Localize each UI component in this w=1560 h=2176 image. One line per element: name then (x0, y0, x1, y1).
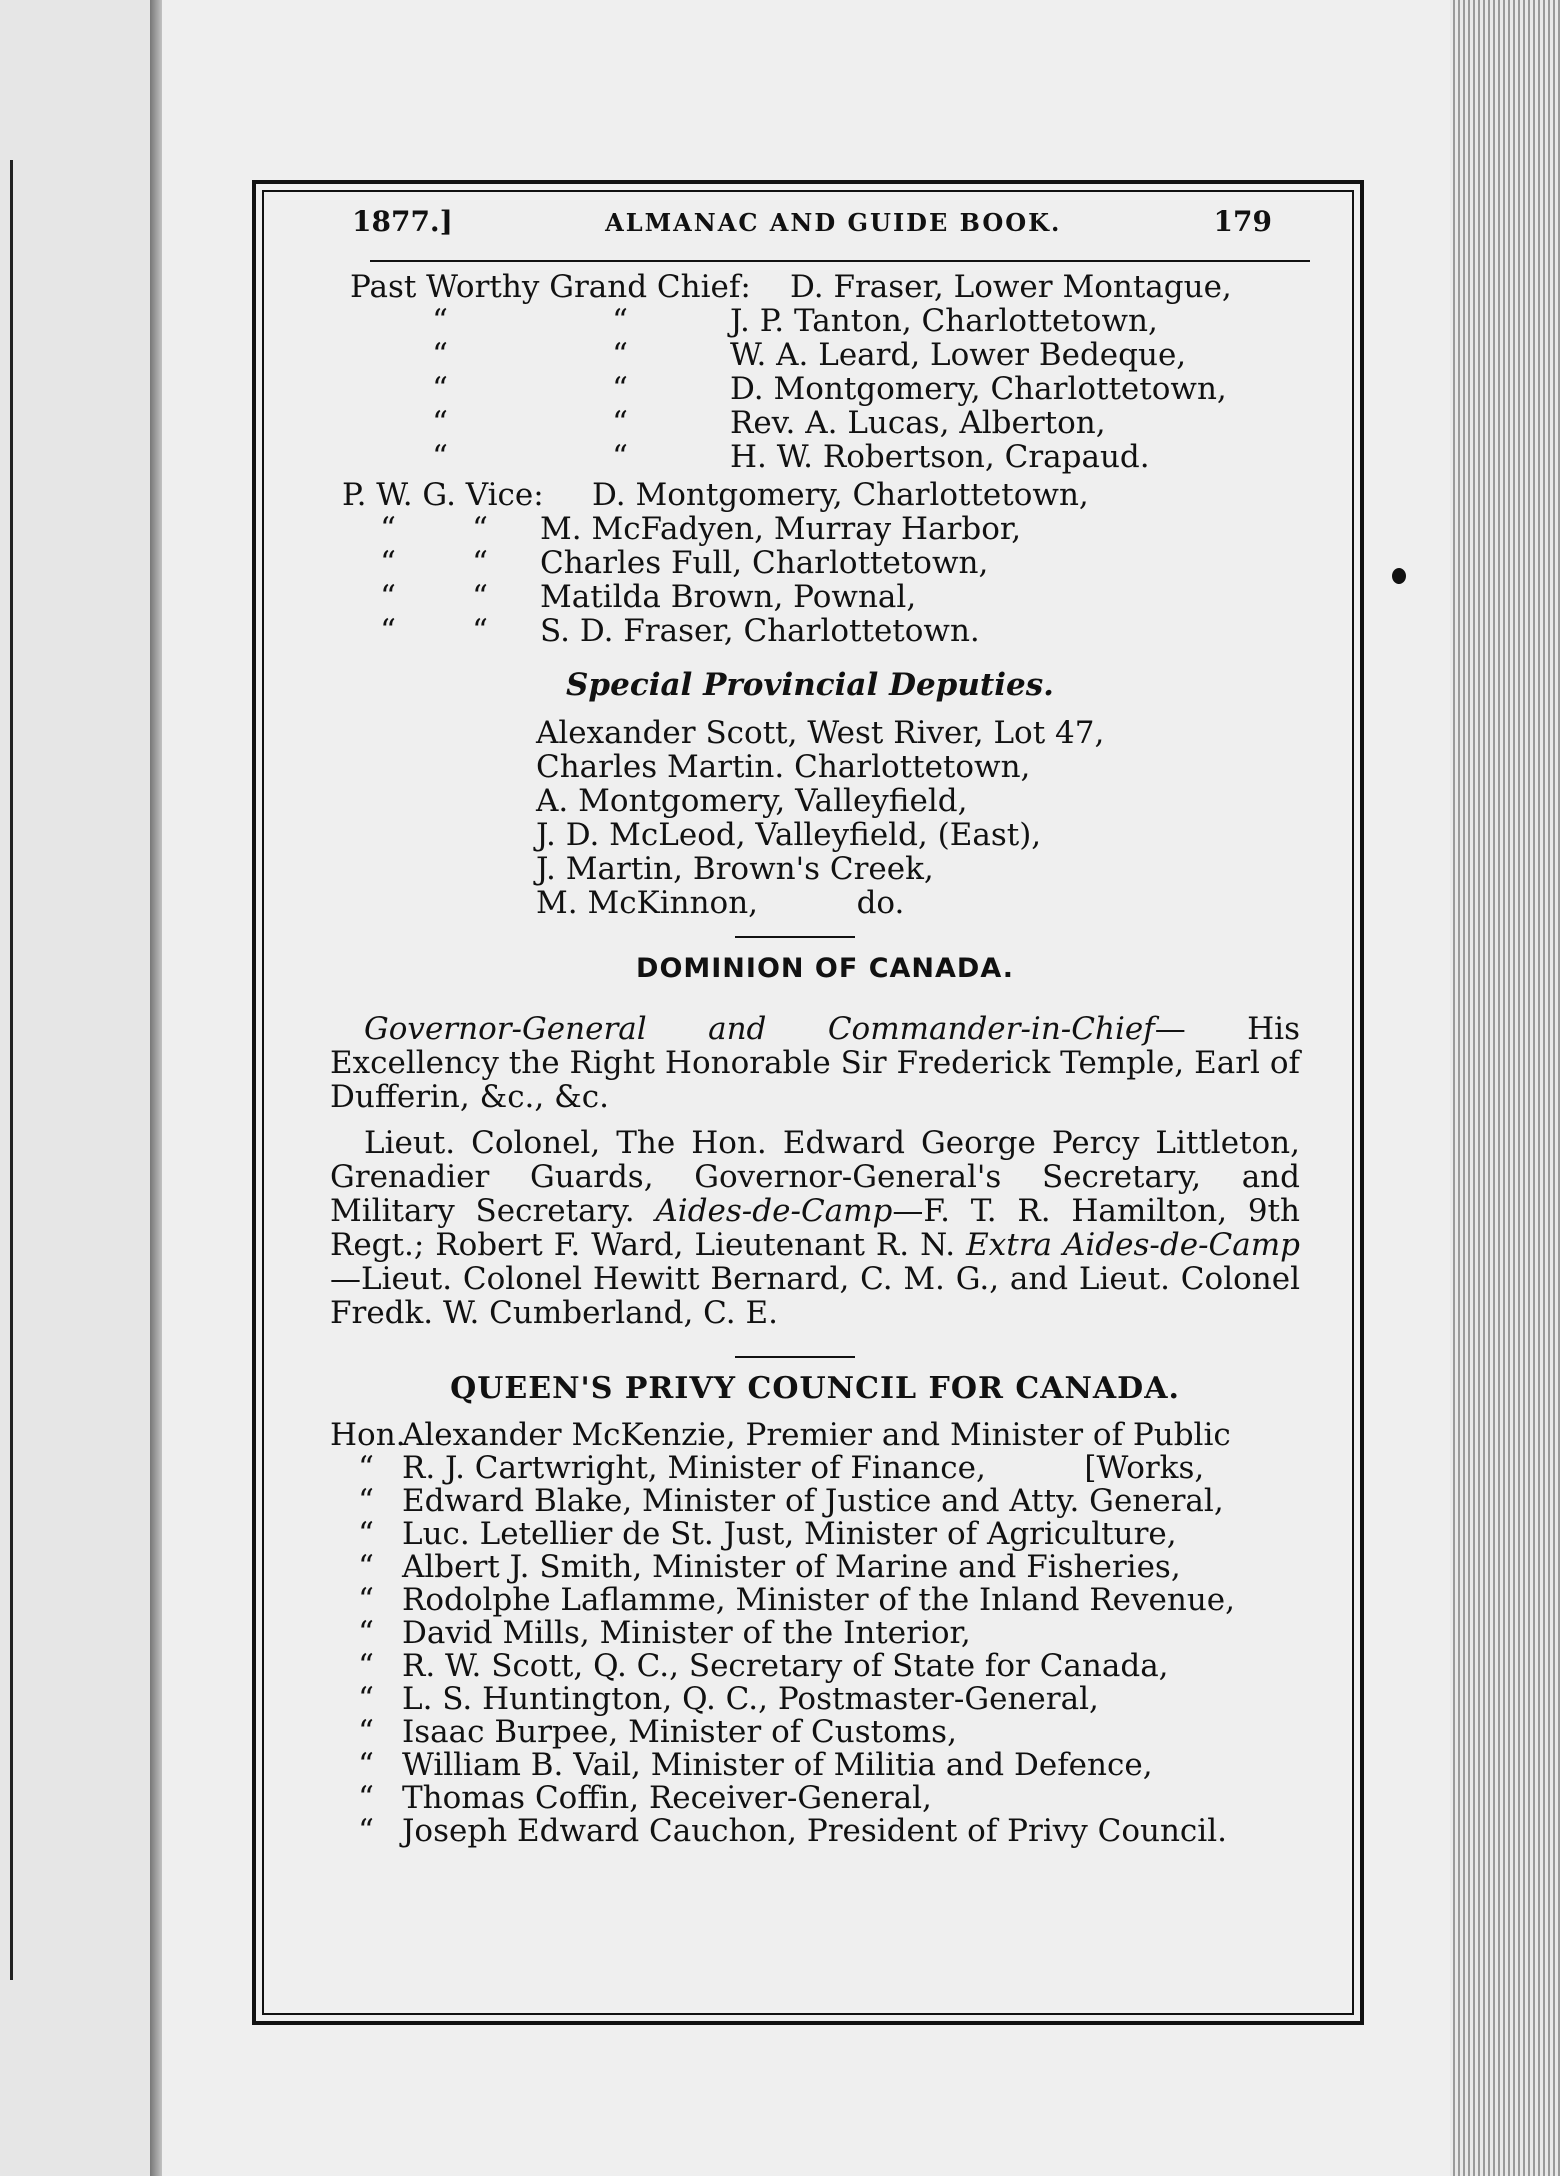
list-item: M. McKinnon, do. (536, 885, 905, 921)
ditto-mark: “ (358, 1450, 374, 1486)
entry-text: Edward Blake, Minister of Justice and Atty. General, (402, 1483, 1224, 1519)
ditto-mark: “ (432, 371, 448, 407)
list-item (330, 1451, 1300, 1484)
entry-text: Joseph Edward Cauchon, President of Privy Council. (402, 1813, 1227, 1849)
section-divider (735, 1356, 855, 1358)
facing-page-edge (0, 0, 154, 2176)
entry-text: D. Montgomery, Charlottetown, (592, 477, 1089, 513)
list-item (330, 1550, 1300, 1583)
ditto-mark: “ (432, 439, 448, 475)
special-deputies-heading: Special Provincial Deputies. (566, 667, 1054, 703)
entry-text: R. W. Scott, Q. C., Secretary of State for Canada, (402, 1648, 1169, 1684)
ditto-mark: “ (472, 613, 488, 649)
list-item (290, 478, 1300, 512)
list-item (330, 1418, 1300, 1451)
ditto-mark: “ (472, 511, 488, 547)
ditto-mark: “ (472, 545, 488, 581)
ditto-mark: “ (358, 1747, 374, 1783)
header-title: ALMANAC AND GUIDE BOOK. (605, 208, 1062, 237)
list-item (330, 1682, 1300, 1715)
pwgv-label: P. W. G. Vice: (342, 477, 544, 513)
ditto-mark: “ (358, 1615, 374, 1651)
staff-text: —Lieut. Colonel Hewitt Bernard, C. M. G., and Lieut. Colonel Fredk. W. Cumberland, C. E. (330, 1261, 1300, 1331)
ditto-mark: “ (358, 1780, 374, 1816)
hon-label: Hon. (330, 1417, 406, 1453)
ditto-mark: “ (358, 1549, 374, 1585)
entry-text: W. A. Leard, Lower Bedeque, (730, 337, 1187, 373)
entry-text: D. Fraser, Lower Montague, (790, 269, 1232, 305)
list-item (330, 1748, 1300, 1781)
list-item: J. Martin, Brown's Creek, (536, 851, 934, 887)
header-rule (370, 260, 1310, 262)
ditto-mark: “ (358, 1813, 374, 1849)
ditto-mark: “ (432, 303, 448, 339)
list-item: J. D. McLeod, Valleyfield, (East), (536, 817, 1042, 853)
ditto-mark: “ (358, 1483, 374, 1519)
list-item (330, 1649, 1300, 1682)
ditto-mark: “ (612, 405, 628, 441)
entry-text: Rodolphe Laflamme, Minister of the Inland Revenue, (402, 1582, 1235, 1618)
list-item (330, 1616, 1300, 1649)
ditto-mark: “ (358, 1582, 374, 1618)
entry-text: Luc. Letellier de St. Just, Minister of Agriculture, (402, 1516, 1177, 1552)
list-item: Alexander Scott, West River, Lot 47, (536, 715, 1105, 751)
entry-text: L. S. Huntington, Q. C., Postmaster-General, (402, 1681, 1099, 1717)
list-item (290, 512, 1300, 546)
ditto-mark: “ (472, 579, 488, 615)
entry-text: Rev. A. Lucas, Alberton, (730, 405, 1106, 441)
ditto-mark: “ (380, 545, 396, 581)
entry-text: M. McFadyen, Murray Harbor, (540, 511, 1022, 547)
staff-paragraph (290, 1126, 1300, 1330)
list-item (290, 580, 1300, 614)
running-header (290, 205, 1300, 240)
ditto-mark: “ (432, 405, 448, 441)
entry-text: Matilda Brown, Pownal, (540, 579, 917, 615)
ditto-mark: “ (380, 613, 396, 649)
ink-dot (1392, 568, 1406, 584)
entry-text: William B. Vail, Minister of Militia and Defence, (402, 1747, 1153, 1783)
privy-council-list (290, 1418, 1300, 1847)
privy-council-heading: QUEEN'S PRIVY COUNCIL FOR CANADA. (450, 1371, 1180, 1406)
list-item (290, 440, 1300, 474)
pwgc-label: Past Worthy Grand Chief: (350, 269, 751, 305)
aides-label: Aides-de-Camp (655, 1193, 893, 1229)
page-content (290, 205, 1300, 1847)
entry-text: Albert J. Smith, Minister of Marine and Fisheries, (402, 1549, 1181, 1585)
entry-text: Isaac Burpee, Minister of Customs, (402, 1714, 957, 1750)
ditto-mark: “ (358, 1648, 374, 1684)
entry-text: David Mills, Minister of the Interior, (402, 1615, 971, 1651)
special-deputies-list (290, 716, 1300, 920)
list-item: A. Montgomery, Valleyfield, (536, 783, 968, 819)
ditto-mark: “ (612, 337, 628, 373)
list-item (330, 1583, 1300, 1616)
governor-general-paragraph (290, 1012, 1300, 1114)
entry-text: J. P. Tanton, Charlottetown, (730, 303, 1158, 339)
ditto-mark: “ (612, 371, 628, 407)
list-item (290, 270, 1300, 304)
list-item (330, 1781, 1300, 1814)
gov-title: Governor-General and Commander-in-Chief (364, 1011, 1155, 1047)
list-item (290, 614, 1300, 648)
entry-text: D. Montgomery, Charlottetown, (730, 371, 1227, 407)
entry-text: Charles Full, Charlottetown, (540, 545, 989, 581)
ditto-mark: “ (358, 1714, 374, 1750)
section-divider (735, 936, 855, 938)
ditto-mark: “ (380, 511, 396, 547)
list-item: Charles Martin. Charlottetown, (536, 749, 1031, 785)
staff-text: Lieut. Colonel, The Hon. Edward George Percy Littleton, Grenadier Guards, Governor-General's Secretary, and Military Secretary. (330, 1125, 1300, 1229)
list-item (330, 1517, 1300, 1550)
ditto-mark: “ (358, 1516, 374, 1552)
list-item (330, 1715, 1300, 1748)
dominion-heading: DOMINION OF CANADA. (636, 953, 1014, 984)
list-item (330, 1484, 1300, 1517)
list-item (290, 546, 1300, 580)
ditto-mark: “ (380, 579, 396, 615)
list-item (290, 304, 1300, 338)
entry-text: S. D. Fraser, Charlottetown. (540, 613, 980, 649)
list-item (330, 1814, 1300, 1847)
entry-text: Thomas Coffin, Receiver-General, (402, 1780, 932, 1816)
ditto-mark: “ (612, 439, 628, 475)
page-number: 179 (1213, 205, 1272, 238)
entry-text: Alexander McKenzie, Premier and Minister of Public (402, 1417, 1231, 1453)
header-year: 1877.] (352, 205, 453, 238)
list-item (290, 406, 1300, 440)
entry-text: H. W. Robertson, Crapaud. (730, 439, 1150, 475)
list-item (290, 372, 1300, 406)
list-item (290, 338, 1300, 372)
ditto-mark: “ (432, 337, 448, 373)
page-stack-edge (1450, 0, 1560, 2176)
entry-text: R. J. Cartwright, Minister of Finance, [Works, (402, 1450, 1205, 1486)
past-worthy-grand-chief-list (290, 270, 1300, 474)
ditto-mark: “ (358, 1681, 374, 1717)
gov-text: — His Excellency the Right Honorable Sir Frederick Temple, Earl of Dufferin, &c., &c. (330, 1011, 1300, 1115)
facing-page-border (0, 160, 13, 1980)
ditto-mark: “ (612, 303, 628, 339)
extra-aides-label: Extra Aides-de-Camp (966, 1227, 1300, 1263)
staff-text: —F. T. R. Hamilton, 9th Regt.; Robert F. Ward, Lieutenant R. N. (330, 1193, 1300, 1263)
past-worthy-grand-vice-list (290, 478, 1300, 648)
